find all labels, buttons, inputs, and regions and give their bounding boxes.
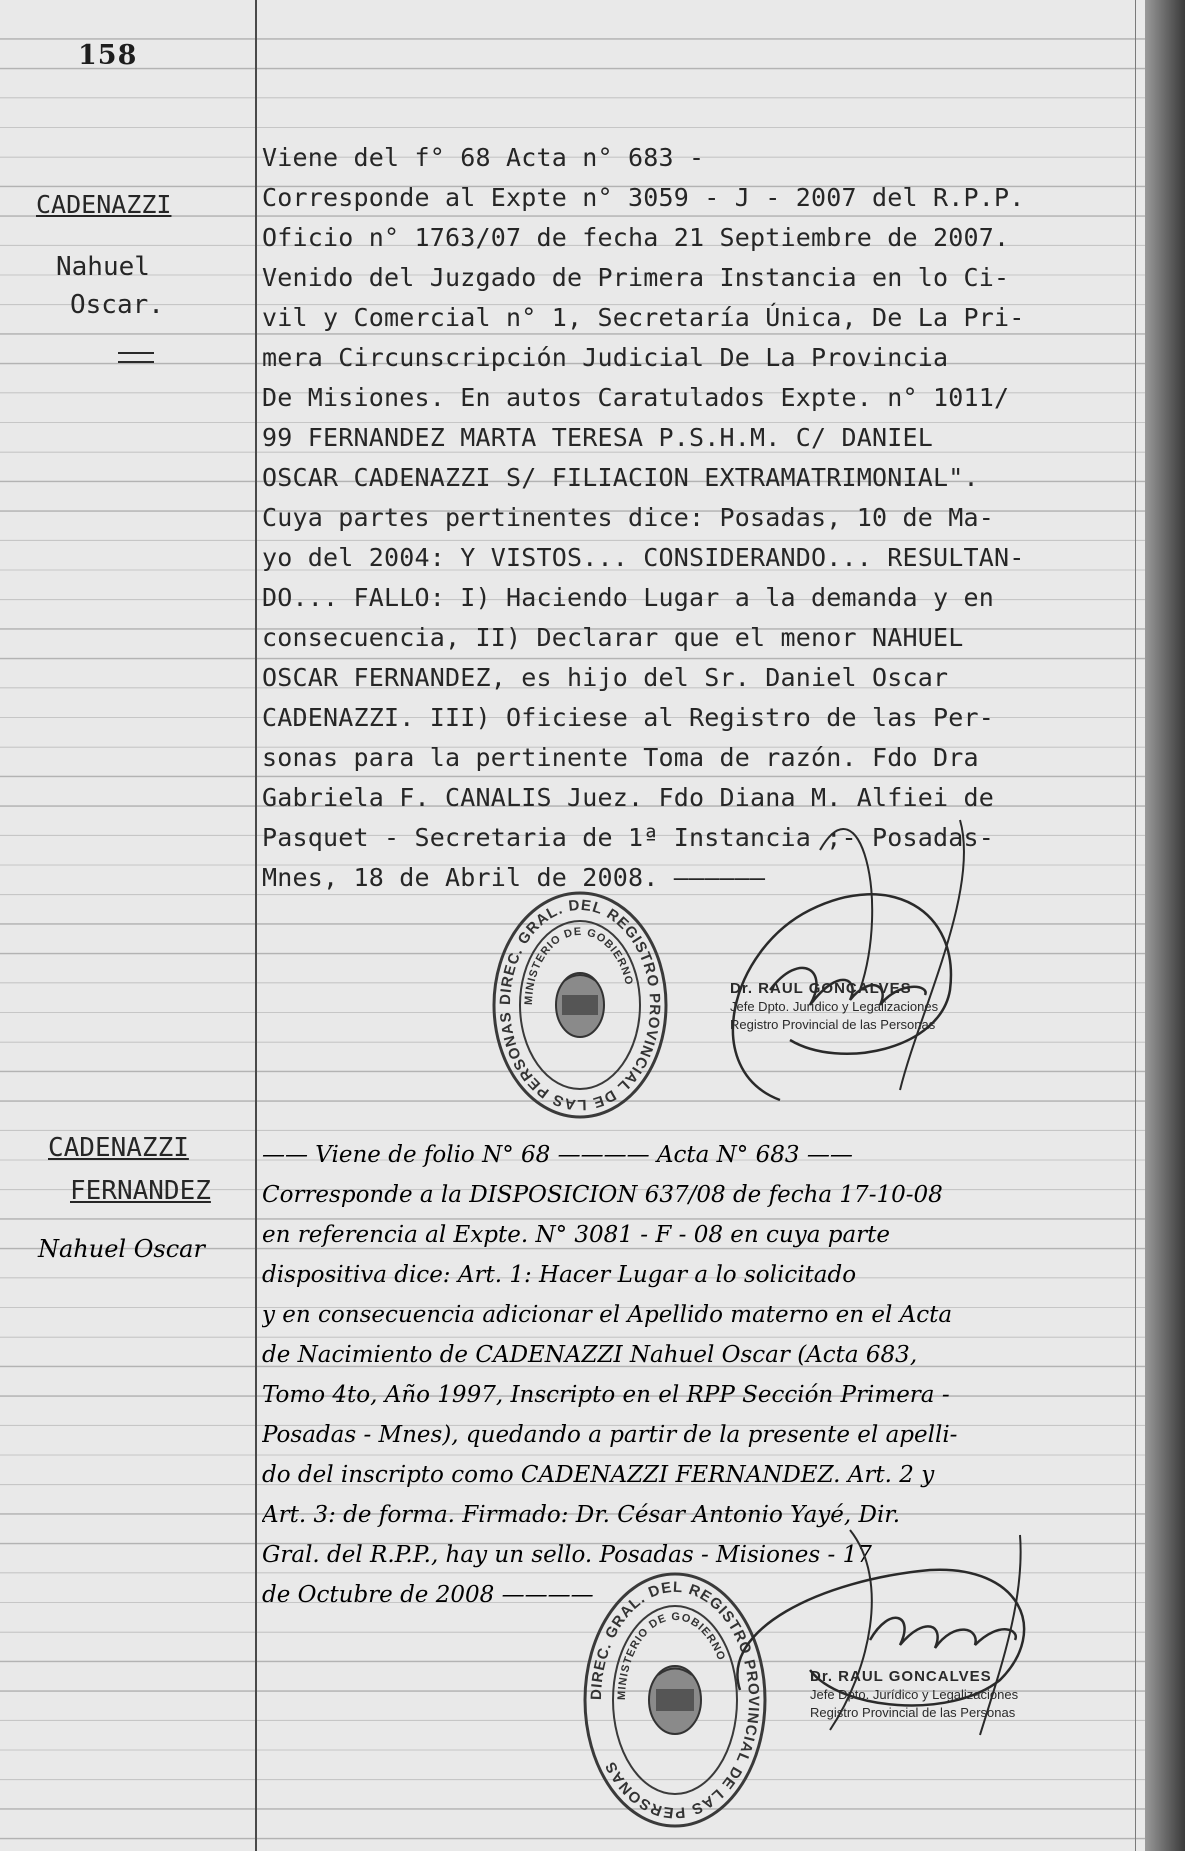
folio-number: 158	[78, 40, 138, 71]
entry1-line: DO... FALLO: I) Haciendo Lugar a la demanda y en	[262, 583, 995, 612]
official-seal-stamp	[490, 885, 670, 1125]
entry1-line: consecuencia, II) Declarar que el menor NAHUEL	[262, 623, 964, 652]
entry2-line: dispositiva dice: Art. 1: Hacer Lugar a lo solicitado	[262, 1262, 857, 1288]
signer-title: Jefe Dpto. Jurídico y Legalizaciones	[810, 1687, 1019, 1702]
entry1-line: Viene del f° 68 Acta n° 683 -	[262, 143, 705, 172]
entry1-margin-given-name: Nahuel	[56, 252, 150, 282]
seal-outer-text: DIREC. GRAL. DEL REGISTRO PROVINCIAL DE LAS PERSONAS	[587, 1578, 763, 1822]
entry1-body	[262, 138, 1132, 898]
entry2-line: Tomo 4to, Año 1997, Inscripto en el RPP Sección Primera -	[262, 1382, 950, 1408]
entry1-line: Venido del Juzgado de Primera Instancia en lo Ci-	[262, 263, 1010, 292]
entry2-line: Art. 3: de forma. Firmado: Dr. César Antonio Yayé, Dir.	[262, 1502, 901, 1528]
entry2-line: —— Viene de folio N° 68 ———— Acta N° 683 ——	[262, 1142, 853, 1168]
entry1-line: 99 FERNANDEZ MARTA TERESA P.S.H.M. C/ DANIEL	[262, 423, 934, 452]
entry2-margin-given-names: Nahuel Oscar	[38, 1235, 205, 1263]
entry1-line: Cuya partes pertinentes dice: Posadas, 10 de Ma-	[262, 503, 995, 532]
entry1-line: CADENAZZI. III) Oficiese al Registro de las Per-	[262, 703, 995, 732]
signature-caption	[810, 1668, 1018, 1722]
entry1-line: OSCAR FERNANDEZ, es hijo del Sr. Daniel Oscar	[262, 663, 949, 692]
entry1-line: Gabriela F. CANALIS Juez. Fdo Diana M. Alfiei de	[262, 783, 995, 812]
signer-office: Registro Provincial de las Personas	[810, 1705, 1016, 1720]
entry1-margin-surname: CADENAZZI	[36, 190, 172, 219]
signature-caption	[730, 980, 938, 1034]
entry1-line: Oficio n° 1763/07 de fecha 21 Septiembre de 2007.	[262, 223, 1010, 252]
entry1-line: Mnes, 18 de Abril de 2008. ——————	[262, 863, 766, 892]
right-rule	[1135, 0, 1136, 1851]
coat-of-arms-icon	[649, 1666, 701, 1734]
signer-title: Jefe Dpto. Jurídico y Legalizaciones	[730, 999, 939, 1014]
entry2-line: de Octubre de 2008 ————	[262, 1582, 594, 1608]
entry2-line: de Nacimiento de CADENAZZI Nahuel Oscar (Acta 683,	[262, 1342, 918, 1368]
entry2-line: en referencia al Expte. N° 3081 - F - 08 en cuya parte	[262, 1222, 891, 1248]
seal-inner-text: MINISTERIO DE GOBIERNO	[522, 925, 636, 1006]
entry1-line: yo del 2004: Y VISTOS... CONSIDERANDO... RESULTAN-	[262, 543, 1025, 572]
entry2-line: Posadas - Mnes), quedando a partir de la presente el apelli-	[262, 1422, 958, 1448]
margin-double-dash	[118, 352, 154, 363]
entry1-line: Corresponde al Expte n° 3059 - J - 2007 del R.P.P.	[262, 183, 1025, 212]
entry2-margin-surname-2: FERNANDEZ	[70, 1176, 211, 1206]
coat-of-arms-icon	[556, 973, 604, 1037]
seal-outer-text: DIREC. GRAL. DEL REGISTRO PROVINCIAL DE LAS PERSONAS	[496, 896, 664, 1114]
entry1-line: vil y Comercial n° 1, Secretaría Única, De La Pri-	[262, 303, 1025, 332]
entry2-line: Gral. del R.P.P., hay un sello. Posadas - Misiones - 17	[262, 1542, 872, 1568]
handwritten-signature	[660, 790, 1000, 1130]
entry2-line: Corresponde a la DISPOSICION 637/08 de fecha 17-10-08	[262, 1182, 943, 1208]
entry1-line: Pasquet - Secretaria de 1ª Instancia ;- Posadas-	[262, 823, 995, 852]
signer-name: Dr. RAUL GONCALVES	[730, 980, 912, 997]
entry1-line: sonas para la pertinente Toma de razón. Fdo Dra	[262, 743, 979, 772]
entry2-line: y en consecuencia adicionar el Apellido materno en el Acta	[262, 1302, 953, 1328]
entry1-line: De Misiones. En autos Caratulados Expte. n° 1011/	[262, 383, 1010, 412]
entry2-margin-surname-1: CADENAZZI	[48, 1133, 189, 1163]
entry2-line: do del inscripto como CADENAZZI FERNANDEZ. Art. 2 y	[262, 1462, 935, 1488]
book-spine-shadow	[1145, 0, 1185, 1851]
signer-name: Dr. RAUL GONCALVES	[810, 1668, 992, 1685]
entry1-line: mera Circunscripción Judicial De La Provincia	[262, 343, 949, 372]
seal-inner-text: MINISTERIO DE GOBIERNO	[615, 1610, 728, 1701]
margin-rule	[255, 0, 257, 1851]
entry1-margin-middle-name: Oscar.	[70, 290, 164, 320]
signer-office: Registro Provincial de las Personas	[730, 1017, 936, 1032]
entry1-line: OSCAR CADENAZZI S/ FILIACION EXTRAMATRIMONIAL".	[262, 463, 979, 492]
